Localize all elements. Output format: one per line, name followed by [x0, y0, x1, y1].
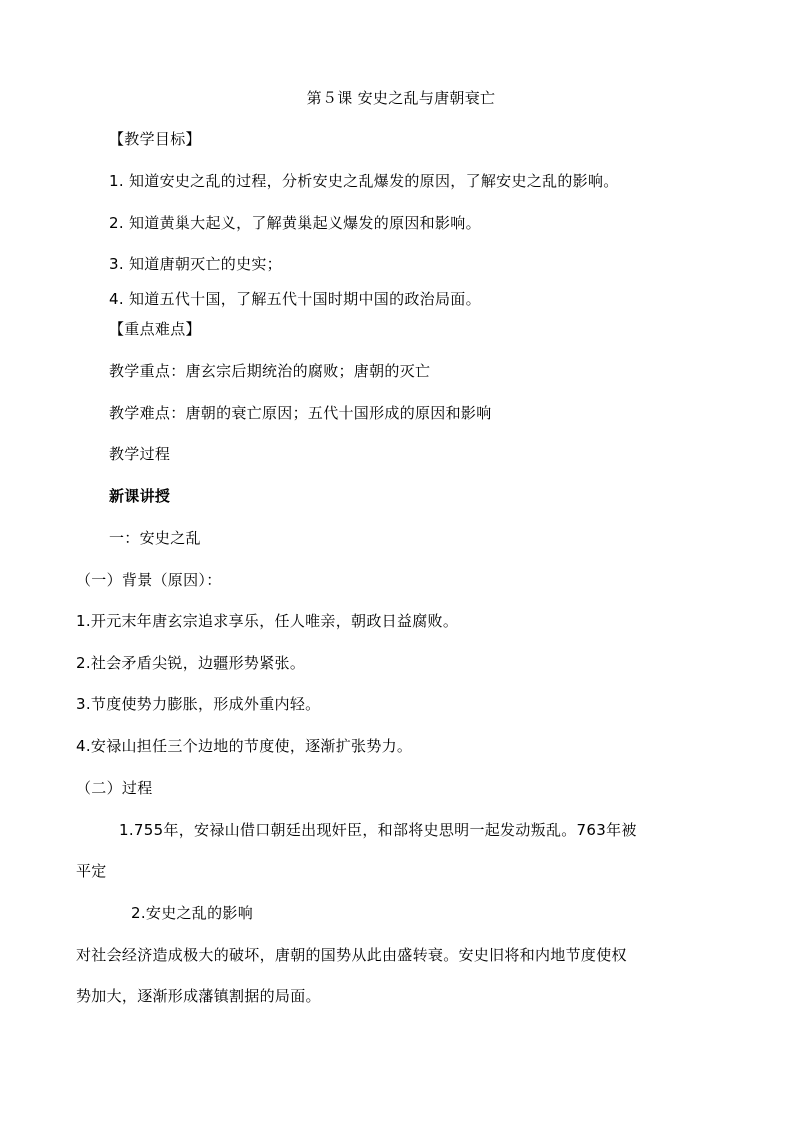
- new-lesson-heading: 新课讲授: [109, 487, 171, 505]
- course-heading: （二）过程: [76, 779, 153, 797]
- objective-item: 4. 知道五代十国，了解五代十国时期中国的政治局面。: [109, 290, 481, 308]
- impact-text-line: 对社会经济造成极大的破坏，唐朝的国势从此由盛转衰。安史旧将和内地节度使权: [76, 946, 627, 964]
- objective-item: 3. 知道唐朝灭亡的史实；: [109, 255, 282, 273]
- background-item: 2.社会矛盾尖锐，边疆形势紧张。: [76, 654, 306, 672]
- keypoints-heading: 【重点难点】: [109, 320, 201, 338]
- background-item: 1.开元末年唐玄宗追求享乐，任人唯亲，朝政日益腐败。: [76, 612, 459, 630]
- process-heading: 教学过程: [109, 445, 171, 463]
- teaching-focus: 教学重点：唐玄宗后期统治的腐败；唐朝的灭亡: [109, 362, 431, 380]
- impact-heading: 2.安史之乱的影响: [131, 904, 254, 922]
- teaching-difficulty: 教学难点：唐朝的衰亡原因；五代十国形成的原因和影响: [109, 404, 492, 422]
- objective-item: 1. 知道安史之乱的过程，分析安史之乱爆发的原因，了解安史之乱的影响。: [109, 172, 619, 190]
- background-item: 4.安禄山担任三个边地的节度使，逐渐扩张势力。: [76, 737, 413, 755]
- background-heading: （一）背景（原因）：: [76, 571, 222, 589]
- course-item-line: 1.755年，安禄山借口朝廷出现奸臣，和部将史思明一起发动叛乱。763年被: [119, 821, 637, 839]
- course-item-line: 平定: [76, 862, 107, 880]
- section-heading: 一：安史之乱: [109, 529, 201, 547]
- page-title: 第５课 安史之乱与唐朝衰亡: [306, 89, 496, 107]
- background-item: 3.节度使势力膨胀，形成外重内轻。: [76, 695, 321, 713]
- impact-text-line: 势加大，逐渐形成藩镇割据的局面。: [76, 987, 321, 1005]
- objectives-heading: 【教学目标】: [109, 130, 201, 148]
- objective-item: 2. 知道黄巢大起义，了解黄巢起义爆发的原因和影响。: [109, 214, 481, 232]
